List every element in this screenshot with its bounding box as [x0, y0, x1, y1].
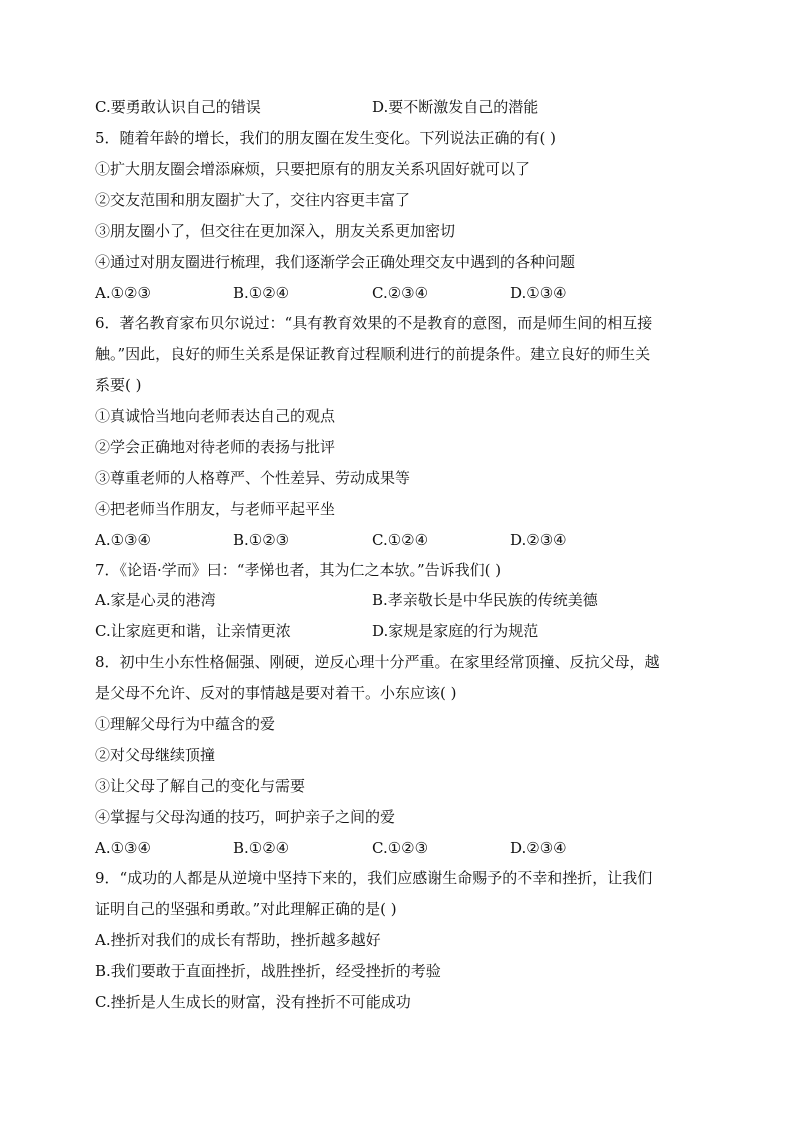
q7-option-b: B.孝亲敬长是中华民族的传统美德	[372, 591, 598, 609]
q5-statement-2: ②交友范围和朋友圈扩大了，交往内容更丰富了	[95, 191, 411, 209]
q7-stem: 7．《论语·学而》曰：“孝悌也者，其为仁之本欤。”告诉我们( )	[95, 561, 502, 579]
q6-stem-line-3: 系要( )	[95, 376, 142, 394]
q8-statement-3: ③让父母了解自己的变化与需要	[95, 777, 306, 795]
q6-option-c: C.①②④	[372, 531, 429, 549]
q8-stem-line-2: 是父母不允许、反对的事情越是要对着干。小东应该( )	[95, 684, 457, 702]
q9-option-a: A.挫折对我们的成长有帮助，挫折越多越好	[95, 931, 381, 949]
q5-option-d: D.①③④	[510, 284, 567, 302]
q6-stem-line-2: 触。”因此，良好的师生关系是保证教育过程顺利进行的前提条件。建立良好的师生关	[95, 345, 651, 363]
q5-option-b: B.①②④	[233, 284, 290, 302]
q5-option-c: C.②③④	[372, 284, 429, 302]
q6-statement-1: ①真诚恰当地向老师表达自己的观点	[95, 407, 336, 425]
q4-option-d: D.要不断激发自己的潜能	[372, 98, 539, 116]
q6-option-d: D.②③④	[510, 531, 567, 549]
q6-option-a: A.①③④	[95, 531, 151, 549]
q6-statement-3: ③尊重老师的人格尊严、个性差异、劳动成果等	[95, 469, 411, 487]
q4-option-c: C.要勇敢认识自己的错误	[95, 98, 261, 116]
q8-statement-2: ②对父母继续顶撞	[95, 746, 216, 764]
q6-statement-2: ②学会正确地对待老师的表扬与批评	[95, 438, 336, 456]
q7-option-c: C.让家庭更和谐，让亲情更浓	[95, 622, 291, 640]
q5-option-a: A.①②③	[95, 284, 151, 302]
q5-statement-3: ③朋友圈小了，但交往在更加深入，朋友关系更加密切	[95, 222, 456, 240]
q8-statement-4: ④掌握与父母沟通的技巧，呵护亲子之间的爱	[95, 808, 396, 826]
q8-option-c: C.①②③	[372, 839, 429, 857]
q9-option-c: C.挫折是人生成长的财富，没有挫折不可能成功	[95, 993, 411, 1011]
q9-stem-line-2: 证明自己的坚强和勇敢。”对此理解正确的是( )	[95, 900, 397, 918]
q5-stem: 5．随着年龄的增长，我们的朋友圈在发生变化。下列说法正确的有( )	[95, 129, 557, 147]
q5-statement-4: ④通过对朋友圈进行梳理，我们逐渐学会正确处理交友中遇到的各种问题	[95, 253, 576, 271]
q8-option-d: D.②③④	[510, 839, 567, 857]
q7-option-a: A.家是心灵的港湾	[95, 591, 216, 609]
q6-statement-4: ④把老师当作朋友，与老师平起平坐	[95, 500, 336, 518]
q8-stem-line-1: 8．初中生小东性格倔强、刚硬，逆反心理十分严重。在家里经常顶撞、反抗父母，越	[95, 653, 660, 671]
q9-option-b: B.我们要敢于直面挫折，战胜挫折，经受挫折的考验	[95, 962, 441, 980]
q5-statement-1: ①扩大朋友圈会增添麻烦，只要把原有的朋友关系巩固好就可以了	[95, 160, 531, 178]
q6-option-b: B.①②③	[233, 531, 290, 549]
q8-option-b: B.①②④	[233, 839, 290, 857]
q7-option-d: D.家规是家庭的行为规范	[372, 622, 539, 640]
q6-stem-line-1: 6．著名教育家布贝尔说过：“具有教育效果的不是教育的意图，而是师生间的相互接	[95, 314, 653, 332]
q8-option-a: A.①③④	[95, 839, 151, 857]
q8-statement-1: ①理解父母行为中蕴含的爱	[95, 715, 276, 733]
q9-stem-line-1: 9．“成功的人都是从逆境中坚持下来的，我们应感谢生命赐予的不幸和挫折，让我们	[95, 869, 653, 887]
